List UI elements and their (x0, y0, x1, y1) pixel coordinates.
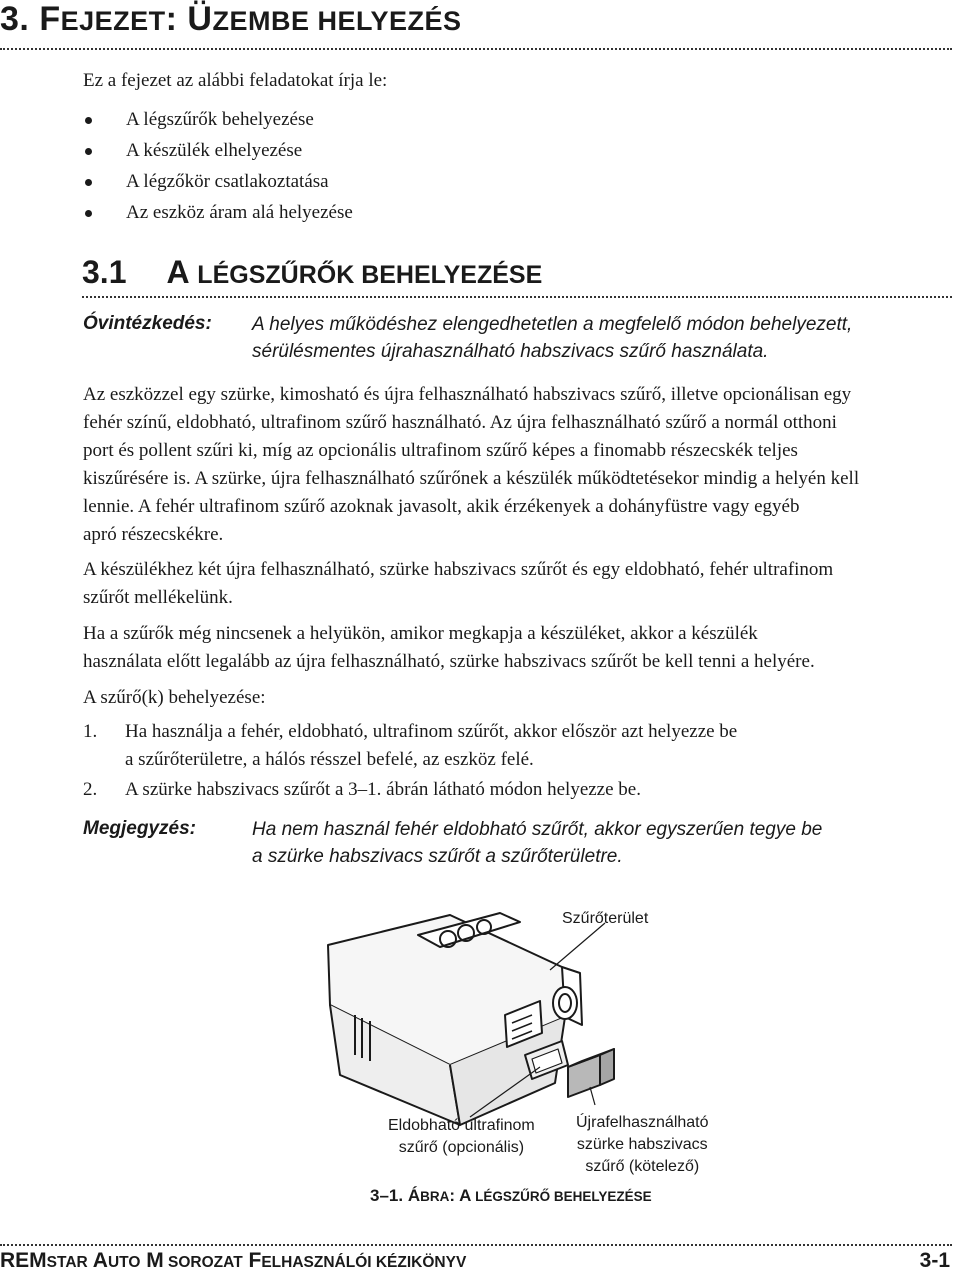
step-number: 2. (83, 779, 98, 800)
task-item: A készülék elhelyezése (83, 135, 353, 166)
step-text: Ha használja a fehér, eldobható, ultrafinom szűrőt, akkor először azt helyezze be a szűrőterületre, a hálós résszel befelé, az eszköz felé. (125, 721, 738, 770)
chapter-divider (0, 48, 952, 50)
figure-caption: 3–1. ÁBRA: A LÉGSZŰRŐ BEHELYEZÉSE (370, 1186, 652, 1205)
task-item: A légzőkör csatlakoztatása (83, 166, 353, 197)
paragraph-install-first: Ha a szűrők még nincsenek a helyükön, amikor megkapja a készüléket, akkor a készülék használata előtt legalább az újra felhasználható, szürke habszivacs szűrőt be kell tenni a helyére. (83, 623, 815, 672)
paragraph-steps-intro: A szűrő(k) behelyezése: (83, 687, 266, 708)
paragraph-filters: Az eszközzel egy szürke, kimosható és újra felhasználható habszivacs szűrő, illetve opcionálisan egy fehér színű, eldobható, ultrafinom szűrő használható. Az újra felhasználható szűrő a normál otthoni port és pollent szűri ki, míg az opcionális ultrafinom szűrő képes a finomabb részecskék teljes kiszűrésére is. A szürke, újra felhasználható szűrőnek a készülék működtetésekor mindig a helyén kell lennie. A fehér ultrafinom szűrő azoknak javasolt, akik érzékenyek a dohányfüstre vagy egyéb apró részecskékre. (83, 384, 860, 545)
task-item: Az eszköz áram alá helyezése (83, 197, 353, 228)
reusable-filter-label: Újrafelhasználható szürke habszivacs szűrő (kötelező) (576, 1114, 709, 1175)
caution-label: Óvintézkedés: (83, 313, 212, 334)
bullet-icon (85, 210, 92, 217)
step-text: A szürke habszivacs szűrőt a 3–1. ábrán látható módon helyezze be. (125, 779, 641, 800)
step-number: 1. (83, 721, 98, 742)
chapter-title: 3. FEJEZET: ÜZEMBE HELYEZÉS (0, 0, 462, 38)
paragraph-included: A készülékhez két újra felhasználható, szürke habszivacs szűrőt és egy eldobható, fehér ultrafinom szűrőt mellékelünk. (83, 559, 834, 608)
page-number: 3-1 (919, 1249, 950, 1272)
bullet-icon (85, 148, 92, 155)
footer-title: REMSTAR AUTO M SOROZAT FELHASZNÁLÓI KÉZIKÖNYV (0, 1249, 467, 1272)
note-text: Ha nem használ fehér eldobható szűrőt, akkor egyszerűen tegye be a szürke habszivacs szűrőt a szűrőterületre. (252, 819, 823, 867)
section-divider (82, 296, 952, 298)
task-item: A légszűrők behelyezése (83, 104, 353, 135)
filter-area-label: Szűrőterület (562, 910, 649, 927)
caution-text: A helyes működéshez elengedhetetlen a megfelelő módon behelyezett, sérülésmentes újrahasználható habszivacs szűrő használata. (252, 314, 853, 362)
bullet-icon (85, 179, 92, 186)
section-title: 3.1 A LÉGSZŰRŐK BEHELYEZÉSE (82, 254, 543, 290)
footer-divider (0, 1244, 952, 1246)
note-label: Megjegyzés: (83, 818, 196, 839)
bullet-icon (85, 117, 92, 124)
disposable-filter-label: Eldobható ultrafinom szűrő (opcionális) (388, 1117, 535, 1156)
intro-text: Ez a fejezet az alábbi feladatokat írja le: (83, 70, 388, 91)
task-list (83, 104, 353, 228)
